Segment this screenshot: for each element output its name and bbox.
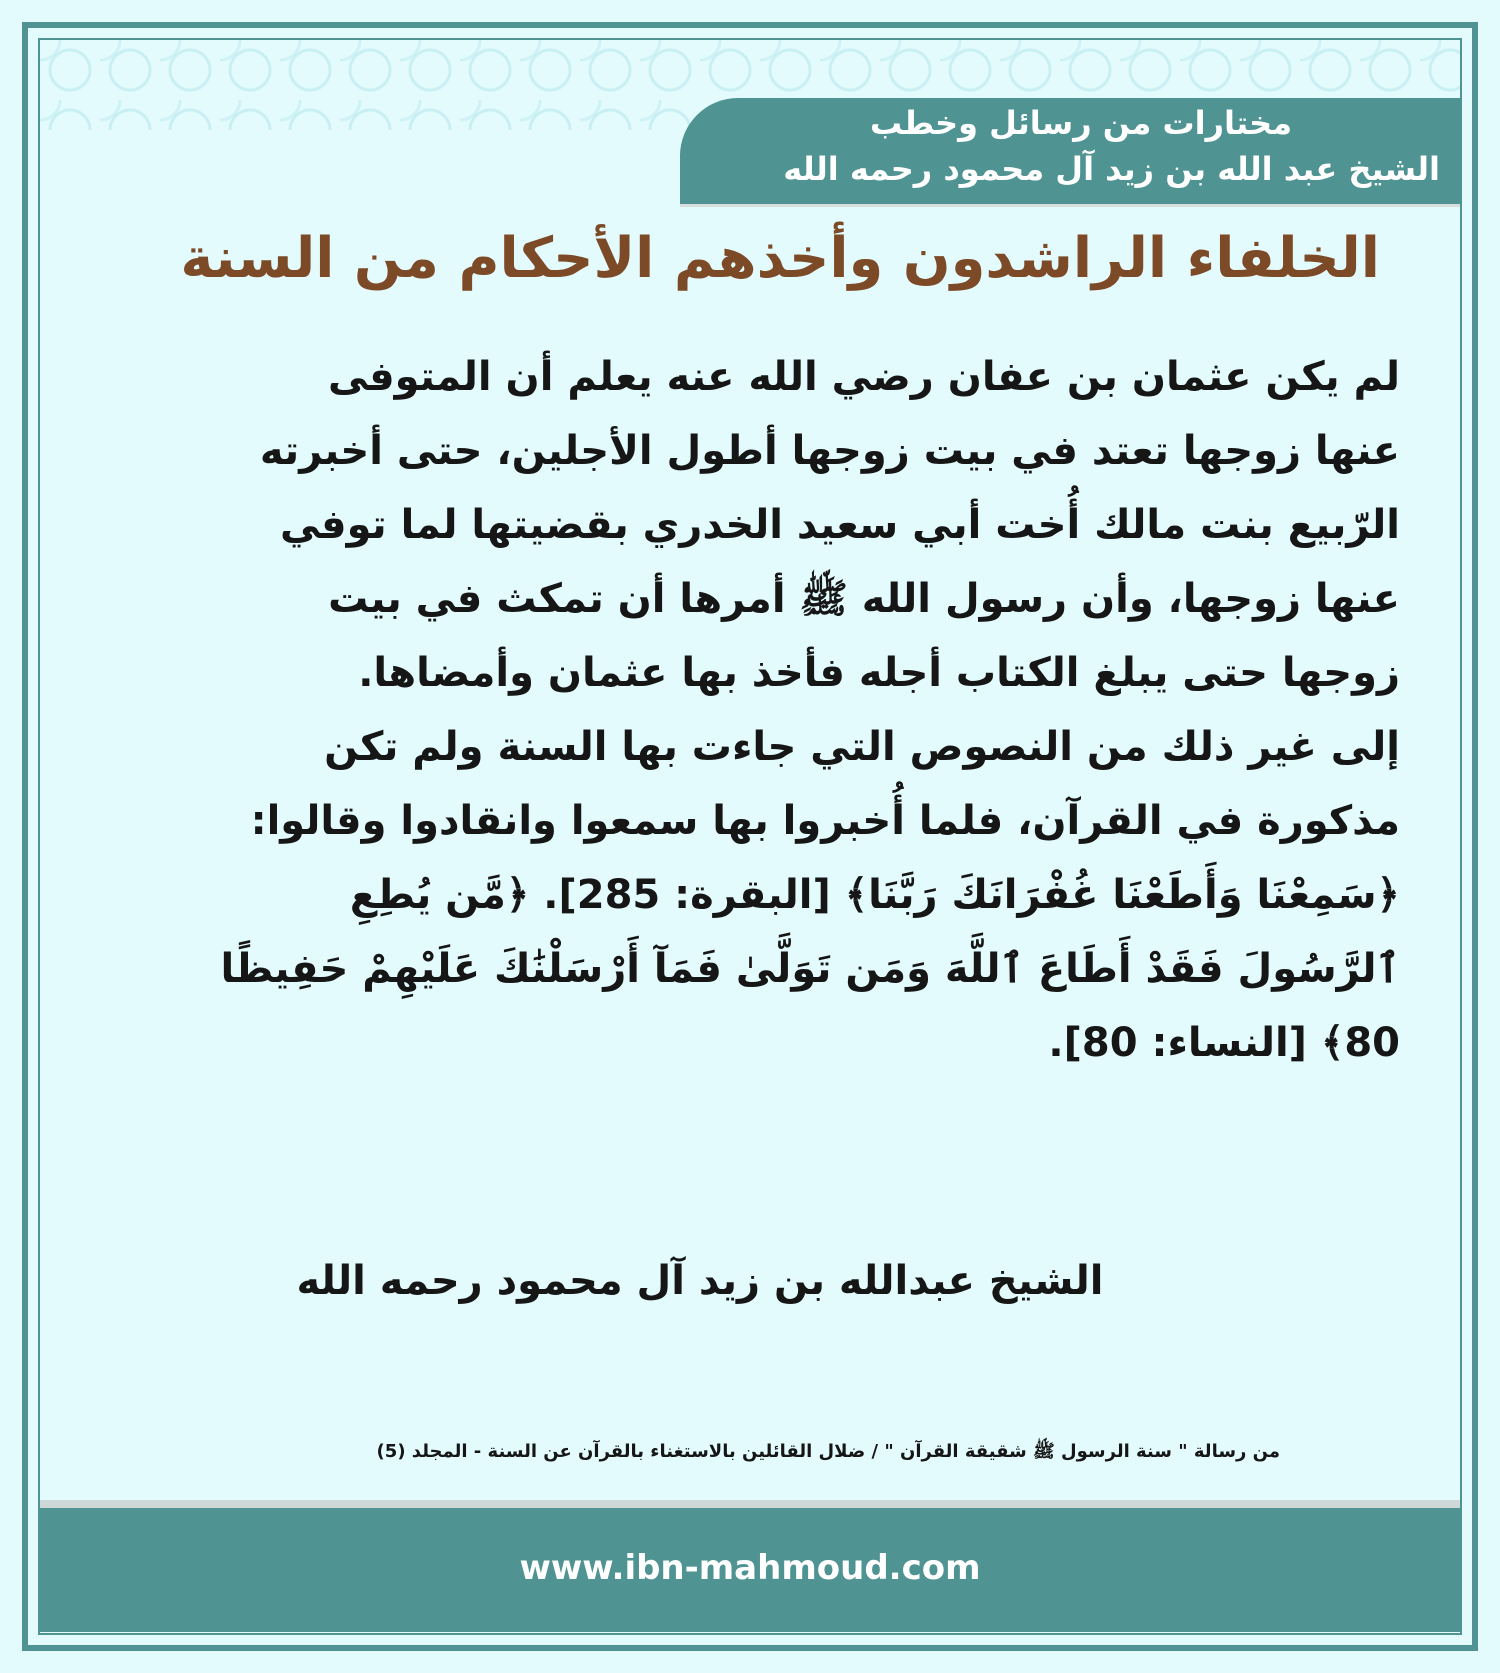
- header-banner: [680, 98, 1460, 204]
- header-series-title: مختارات من رسائل وخطب: [869, 104, 1292, 142]
- body-line: عنها زوجها تعتد في بيت زوجها أطول الأجلين، حتى أخبرته: [259, 428, 1400, 474]
- body-line: زوجها حتى يبلغ الكتاب أجله فأخذ بها عثمان وأمضاها.: [358, 650, 1400, 696]
- website-link[interactable]: www.ibn-mahmoud.com: [519, 1548, 981, 1588]
- page-title: الخلفاء الراشدون وأخذهم الأحكام من السنة: [180, 226, 1380, 291]
- quran-verse-line: ﴿سَمِعْنَا وَأَطَعْنَا غُفْرَانَكَ رَبَّنَا﴾ [البقرة: 285]. ﴿مَّن يُطِعِ: [349, 872, 1400, 918]
- body-line: عنها زوجها، وأن رسول الله ﷺ أمرها أن تمكث في بيت: [328, 576, 1400, 622]
- body-line: إلى غير ذلك من النصوص التي جاءت بها السنة ولم تكن: [324, 724, 1400, 770]
- body-line: الرّبيع بنت مالك أُخت أبي سعيد الخدري بقضيتها لما توفي: [279, 502, 1400, 548]
- footer-divider: [40, 1500, 1460, 1508]
- article-body: [120, 340, 1400, 1080]
- body-line: لم يكن عثمان بن عفان رضي الله عنه يعلم أن المتوفى: [328, 354, 1400, 400]
- quran-verse-line: ٱلرَّسُولَ فَقَدْ أَطَاعَ ٱللَّهَ وَمَن تَوَلَّىٰ فَمَآ أَرْسَلْنَٰكَ عَلَيْهِمْ حَفِيظًا: [220, 946, 1400, 992]
- source-note: من رسالة " سنة الرسول ﷺ شقيقة القرآن " / ضلال القائلين بالاستغناء بالقرآن عن السنة - المجلد (5): [376, 1441, 1280, 1462]
- header-author-name: الشيخ عبد الله بن زيد آل محمود رحمه الله: [783, 150, 1440, 188]
- signature: الشيخ عبدالله بن زيد آل محمود رحمه الله: [296, 1258, 1104, 1304]
- footer-bar: [40, 1508, 1460, 1632]
- quran-verse-line: 80﴾ [النساء: 80].: [1048, 1020, 1400, 1066]
- body-line: مذكورة في القرآن، فلما أُخبروا بها سمعوا وانقادوا وقالوا:: [250, 798, 1400, 844]
